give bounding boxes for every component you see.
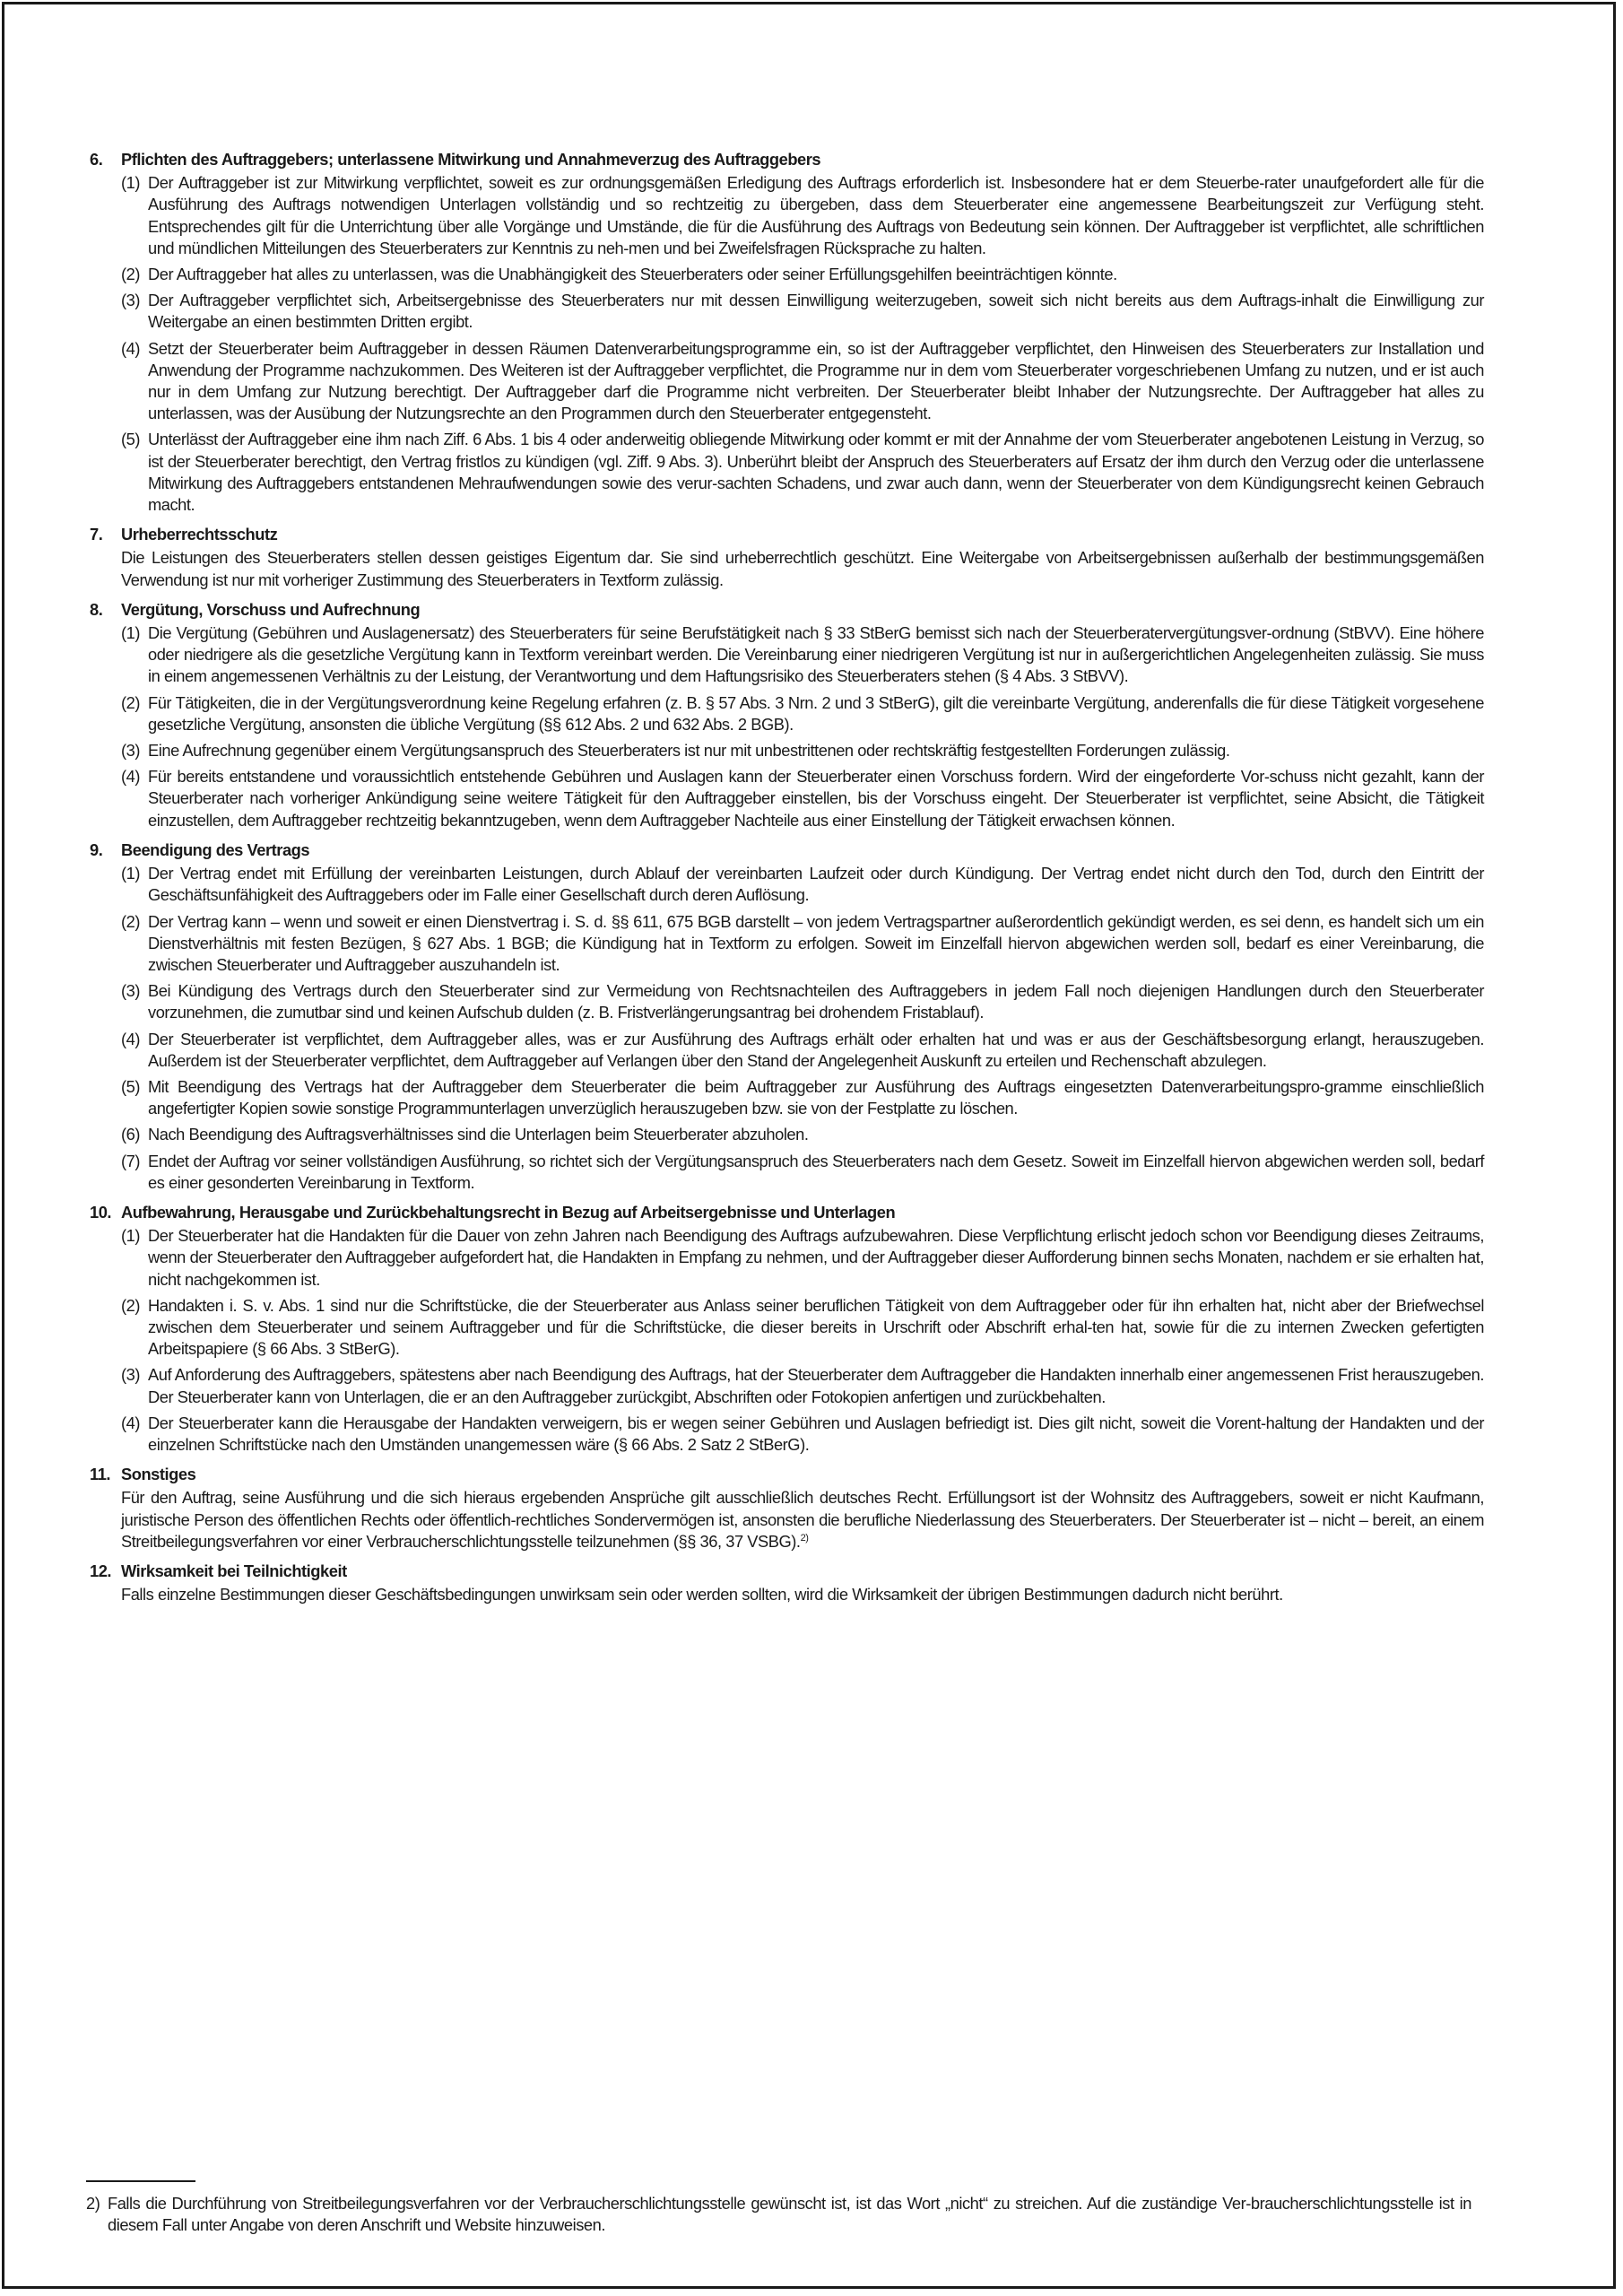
paragraph-text: Für den Auftrag, seine Ausführung und die sich hieraus ergebenden Ansprüche gilt ausschließlich deutsches Recht. Erfüllungsort ist der Wohnsitz des Auftraggebers, soweit er nicht Kaufmann, juristische Person des öffentlichen Rechts oder öffentlich-rechtliches Sondervermögen ist, ansonsten die berufliche Niederlassung des Steuerberaters. Der Steuerberater ist – nicht – bereit, an einem Streitbeilegungsverfahren vor einer Verbraucherschlichtungsstelle teilzunehmen (§§ 36, 37 VSBG). — [121, 1488, 1484, 1551]
item-text: Setzt der Steuerberater beim Auftraggeber in dessen Räumen Datenverarbeitungsprogramme ein, so ist der Auftraggeber verpflichtet, den Hinweisen des Steuerberaters zur Installation und Anwendung der Programme nachzukommen. Des Weiteren ist der Auftraggeber verpflichtet, die Programme nur in dem vom Steuerberater vorgeschriebenen Umfang zu nutzen, und er ist auch nur in dem Umfang zur Nutzung berechtigt. Der Auftraggeber darf die Programme nicht verbreiten. Der Steuerberater bleibt Inhaber der Nutzungsrechte. Der Auftraggeber hat alles zu unterlassen, was der Ausübung der Nutzungsrechte an den Programmen durch den Steuerberater entgegensteht. — [148, 338, 1484, 423]
item-text: Bei Kündigung des Vertrags durch den Steuerberater sind zur Vermeidung von Rechtsnachteilen des Auftraggebers in jedem Fall noch diejenigen Handlungen durch den Steuerberater vorzunehmen, die zumutbar sind und keinen Aufschub dulden (z. B. Fristverlängerungsantrag bei drohendem Fristablauf). — [148, 981, 1484, 1022]
item-number: (3) — [121, 741, 140, 761]
item-number: (7) — [121, 1151, 140, 1170]
section-number: 10. — [90, 1202, 112, 1222]
section-heading — [90, 1464, 1484, 1485]
item-number: (3) — [121, 291, 140, 310]
list-item — [121, 1029, 1484, 1072]
item-text: Der Steuerberater ist verpflichtet, dem Auftraggeber alles, was er zur Ausführung des Auftrags erhält oder erhalten hat und was er aus der Geschäftsbesorgung erlangt, herauszugeben. Außerdem ist der Steuerberater verpflichtet, dem Auftraggeber auf Verlangen über den Stand der Angelegenheit Auskunft zu erteilen und Rechenschaft abzulegen. — [148, 1029, 1484, 1070]
footnote-text: Falls die Durchführung von Streitbeilegungsverfahren vor der Verbraucherschlichtungsstelle gewünscht ist, ist das Wort „nicht“ zu streichen. Auf die zuständige Ver-braucherschlichtungsstelle ist in diesem Fall unter Angabe von deren Anschrift und Website hinzuweisen. — [108, 2194, 1471, 2235]
list-item — [121, 290, 1484, 333]
section-8 — [90, 599, 1484, 831]
item-text: Endet der Auftrag vor seiner vollständigen Ausführung, so richtet sich der Vergütungsanspruch des Steuerberaters nach dem Gesetz. Soweit im Einzelfall hiervon abgewichen werden soll, bedarf es einer gesonderten Vereinbarung in Textform. — [148, 1151, 1484, 1192]
section-items — [90, 1225, 1484, 1456]
item-text: Der Vertrag endet mit Erfüllung der vereinbarten Leistungen, durch Ablauf der vereinbarten Laufzeit oder durch Kündigung. Der Vertrag endet nicht durch den Tod, durch den Eintritt der Geschäftsunfähigkeit des Auftraggebers oder im Falle einer Gesellschaft durch deren Auflösung. — [148, 864, 1484, 905]
list-item — [121, 766, 1484, 831]
section-items — [90, 172, 1484, 516]
section-title: Wirksamkeit bei Teilnichtigkeit — [121, 1561, 347, 1580]
section-title: Aufbewahrung, Herausgabe und Zurückbehaltungsrecht in Bezug auf Arbeitsergebnisse und Unterlagen — [121, 1202, 896, 1222]
list-item — [121, 622, 1484, 688]
item-text: Für Tätigkeiten, die in der Vergütungsverordnung keine Regelung erfahren (z. B. § 57 Abs. 3 Nrn. 2 und 3 StBerG), gilt die vereinbarte Vergütung, anderenfalls die für diese Tätigkeit vorgesehene gesetzliche Vergütung, ansonsten die übliche Vergütung (§§ 612 Abs. 2 und 632 Abs. 2 BGB). — [148, 692, 1484, 734]
section-title: Vergütung, Vorschuss und Aufrechnung — [121, 599, 421, 619]
item-text: Mit Beendigung des Vertrags hat der Auftraggeber dem Steuerberater die beim Auftraggeber zur Ausführung des Auftrags eingesetzten Datenverarbeitungspro-gramme einschließlich angefertigter Kopien sowie sonstige Programmunterlagen unverzüglich herauszugeben bzw. sie von der Festplatte zu löschen. — [148, 1076, 1484, 1118]
footnote-divider — [86, 2180, 195, 2182]
footnote-reference: 2) — [800, 1532, 809, 1544]
item-text: Unterlässt der Auftraggeber eine ihm nach Ziff. 6 Abs. 1 bis 4 oder anderweitig obliegende Mitwirkung oder kommt er mit der Annahme der vom Steuerberater angebotenen Leistung in Verzug, so ist der Steuerberater berechtigt, den Vertrag fristlos zu kündigen (vgl. Ziff. 9 Abs. 3). Unberührt bleibt der Anspruch des Steuerberaters auf Ersatz der ihm durch den Verzug oder die unterlassene Mitwirkung des Auftraggebers entstandenen Mehraufwendungen sowie des verur-sachten Schadens, und zwar auch dann, wenn der Steuerberater von dem Kündigungsrecht keinen Gebrauch macht. — [148, 430, 1484, 515]
list-item — [121, 1225, 1484, 1291]
item-number: (5) — [121, 430, 140, 449]
item-number: (6) — [121, 1125, 140, 1144]
list-item — [121, 911, 1484, 977]
section-heading — [90, 1202, 1484, 1223]
item-text: Eine Aufrechnung gegenüber einem Vergütungsanspruch des Steuerberaters ist nur mit unbestrittenen oder rechtskräftig festgestellten Forderungen zulässig. — [148, 741, 1230, 761]
list-item — [121, 740, 1484, 761]
list-item — [121, 1076, 1484, 1119]
list-item — [121, 1151, 1484, 1194]
section-number: 7. — [90, 525, 103, 544]
section-number: 9. — [90, 839, 103, 859]
item-text: Nach Beendigung des Auftragsverhältnisses sind die Unterlagen beim Steuerberater abzuholen. — [148, 1125, 809, 1144]
section-11 — [90, 1464, 1484, 1552]
item-number: (2) — [121, 1295, 140, 1315]
item-number: (3) — [121, 981, 140, 1001]
section-paragraph: Die Leistungen des Steuerberaters stellen dessen geistiges Eigentum dar. Sie sind urheberrechtlich geschützt. Eine Weitergabe von Arbeitsergebnissen außerhalb der bestimmungsgemäßen Verwendung ist nur mit vorheriger Zustimmung des Steuerberaters in Textform zulässig. — [121, 548, 1484, 589]
item-number: (1) — [121, 173, 140, 193]
item-text: Der Vertrag kann – wenn und soweit er einen Dienstvertrag i. S. d. §§ 611, 675 BGB darstellt – von jedem Vertragspartner außerordentlich gekündigt werden, es sei denn, es handelt sich um ein Dienstverhältnis mit festen Bezügen, § 627 Abs. 1 BGB; die Kündigung hat in Textform zu erfolgen. Soweit im Einzelfall hiervon abgewichen werden soll, bedarf es einer Vereinbarung, die zwischen Steuerberater und Auftraggeber auszuhandeln ist. — [148, 911, 1484, 974]
item-number: (2) — [121, 911, 140, 931]
list-item — [121, 980, 1484, 1023]
list-item — [121, 1413, 1484, 1456]
list-item — [121, 264, 1484, 285]
section-title: Sonstiges — [121, 1465, 196, 1484]
list-item — [121, 172, 1484, 259]
list-item — [121, 429, 1484, 516]
section-heading — [90, 1561, 1484, 1582]
section-paragraph: Falls einzelne Bestimmungen dieser Geschäftsbedingungen unwirksam sein oder werden sollten, wird die Wirksamkeit der übrigen Bestimmungen dadurch nicht berührt. — [121, 1585, 1283, 1605]
item-number: (1) — [121, 623, 140, 643]
item-number: (4) — [121, 767, 140, 787]
document-body — [90, 149, 1484, 1613]
list-item — [121, 1124, 1484, 1145]
section-number: 8. — [90, 599, 103, 619]
section-number: 11. — [90, 1465, 111, 1484]
footnote-number: 2) — [86, 2194, 100, 2213]
section-paragraph — [90, 1487, 1484, 1552]
item-text: Der Auftraggeber verpflichtet sich, Arbeitsergebnisse des Steuerberaters nur mit dessen Einwilligung weiterzugeben, soweit sich nicht bereits aus dem Auftrags-inhalt die Einwilligung zur Weitergabe an einen bestimmten Dritten ergibt. — [148, 291, 1484, 332]
section-number: 12. — [90, 1561, 112, 1580]
item-number: (4) — [121, 1413, 140, 1432]
section-12 — [90, 1561, 1484, 1605]
item-number: (3) — [121, 1365, 140, 1385]
item-text: Der Auftraggeber ist zur Mitwirkung verpflichtet, soweit es zur ordnungsgemäßen Erledigung des Auftrags erforderlich ist. Insbesondere hat er dem Steuerbe-rater unaufgefordert alle für die Ausführung des Auftrags notwendigen Unterlagen vollständig und so rechtzeitig zu übergeben, dass dem Steuerberater eine angemessene Bearbeitungszeit zur Verfügung steht. Entsprechendes gilt für die Unterrichtung über alle Vorgänge und Umstände, die für die Ausführung des Auftrags von Bedeutung sein können. Der Auftraggeber ist verpflichtet, alle schriftlichen und mündlichen Mitteilungen des Steuerberaters zur Kenntnis zu neh-men und bei Zweifelsfragen Rücksprache zu halten. — [148, 173, 1484, 257]
section-heading — [90, 599, 1484, 621]
item-text: Handakten i. S. v. Abs. 1 sind nur die Schriftstücke, die der Steuerberater aus Anlass seiner beruflichen Tätigkeit von dem Auftraggeber oder für ihn erhalten hat, nicht aber der Briefwechsel zwischen dem Steuerberater und seinem Auftraggeber und für die Schriftstücke, die dieser bereits in Urschrift oder Abschrift erhal-ten hat, sowie für die zu internen Zwecken gefertigten Arbeitspapiere (§ 66 Abs. 3 StBerG). — [148, 1295, 1484, 1359]
section-10 — [90, 1202, 1484, 1456]
section-heading — [90, 524, 1484, 545]
footnote — [86, 2193, 1471, 2236]
item-number: (2) — [121, 265, 140, 284]
section-number: 6. — [90, 150, 103, 169]
section-title: Urheberrechtsschutz — [121, 525, 278, 544]
item-text: Auf Anforderung des Auftraggebers, spätestens aber nach Beendigung des Auftrags, hat der Steuerberater dem Auftraggeber die Handakten innerhalb einer angemessenen Frist herauszugeben. Der Steuerberater kann von Unterlagen, die er an den Auftraggeber zurückgibt, Abschriften oder Fotokopien anfertigen und zurückbehalten. — [148, 1365, 1484, 1406]
item-number: (4) — [121, 338, 140, 358]
list-item — [121, 338, 1484, 425]
item-number: (1) — [121, 864, 140, 883]
section-9 — [90, 839, 1484, 1194]
section-6 — [90, 149, 1484, 516]
list-item — [121, 863, 1484, 906]
list-item — [121, 1364, 1484, 1407]
item-text: Der Steuerberater kann die Herausgabe der Handakten verweigern, bis er wegen seiner Gebühren und Auslagen befriedigt ist. Dies gilt nicht, soweit die Vorent-haltung der Handakten und der einzelnen Schriftstücke nach den Umständen unangemessen wäre (§ 66 Abs. 2 Satz 2 StBerG). — [148, 1413, 1484, 1454]
section-title: Beendigung des Vertrags — [121, 839, 310, 859]
item-number: (1) — [121, 1226, 140, 1246]
section-heading — [90, 839, 1484, 861]
item-text: Für bereits entstandene und voraussichtlich entstehende Gebühren und Auslagen kann der Steuerberater einen Vorschuss fordern. Wird der eingeforderte Vor-schuss nicht gezahlt, kann der Steuerberater nach vorheriger Ankündigung seine weitere Tätigkeit für den Auftraggeber einstellen, bis der Vorschuss eingeht. Der Steuerberater ist verpflichtet, seine Absicht, die Tätigkeit einzustellen, dem Auftraggeber rechtzeitig bekanntzugeben, wenn dem Auftraggeber Nachteile aus einer Einstellung der Tätigkeit erwachsen können. — [148, 767, 1484, 830]
item-text: Die Vergütung (Gebühren und Auslagenersatz) des Steuerberaters für seine Berufstätigkeit nach § 33 StBerG bemisst sich nach der Steuerberatervergütungsver-ordnung (StBVV). Eine höhere oder niedrigere als die gesetzliche Vergütung kann in Textform vereinbart werden. Die Vereinbarung einer niedrigeren Vergütung ist nur in außergerichtlichen Angelegenheiten zulässig. Sie muss in einem angemessenen Verhältnis zu der Leistung, der Verantwortung und dem Haftungsrisiko des Steuerberaters stehen (§ 4 Abs. 3 StBVV). — [148, 623, 1484, 686]
section-items — [90, 622, 1484, 831]
item-number: (5) — [121, 1076, 140, 1096]
list-item — [121, 1295, 1484, 1361]
item-text: Der Auftraggeber hat alles zu unterlassen, was die Unabhängigkeit des Steuerberaters oder seiner Erfüllungsgehilfen beeinträchtigen könnte. — [148, 265, 1117, 284]
section-title: Pflichten des Auftraggebers; unterlassene Mitwirkung und Annahmeverzug des Auftraggebers — [121, 150, 821, 169]
section-items — [90, 863, 1484, 1194]
item-number: (2) — [121, 692, 140, 712]
section-7 — [90, 524, 1484, 591]
item-number: (4) — [121, 1029, 140, 1048]
item-text: Der Steuerberater hat die Handakten für die Dauer von zehn Jahren nach Beendigung des Auftrags aufzubewahren. Diese Verpflichtung erlischt jedoch schon vor Beendigung dieses Zeitraums, wenn der Steuerberater den Auftraggeber aufgefordert hat, die Handakten in Empfang zu nehmen, und der Auftraggeber dieser Aufforderung binnen sechs Monaten, nachdem er sie erhalten hat, nicht nachgekommen ist. — [148, 1226, 1484, 1289]
list-item — [121, 692, 1484, 735]
section-heading — [90, 149, 1484, 170]
